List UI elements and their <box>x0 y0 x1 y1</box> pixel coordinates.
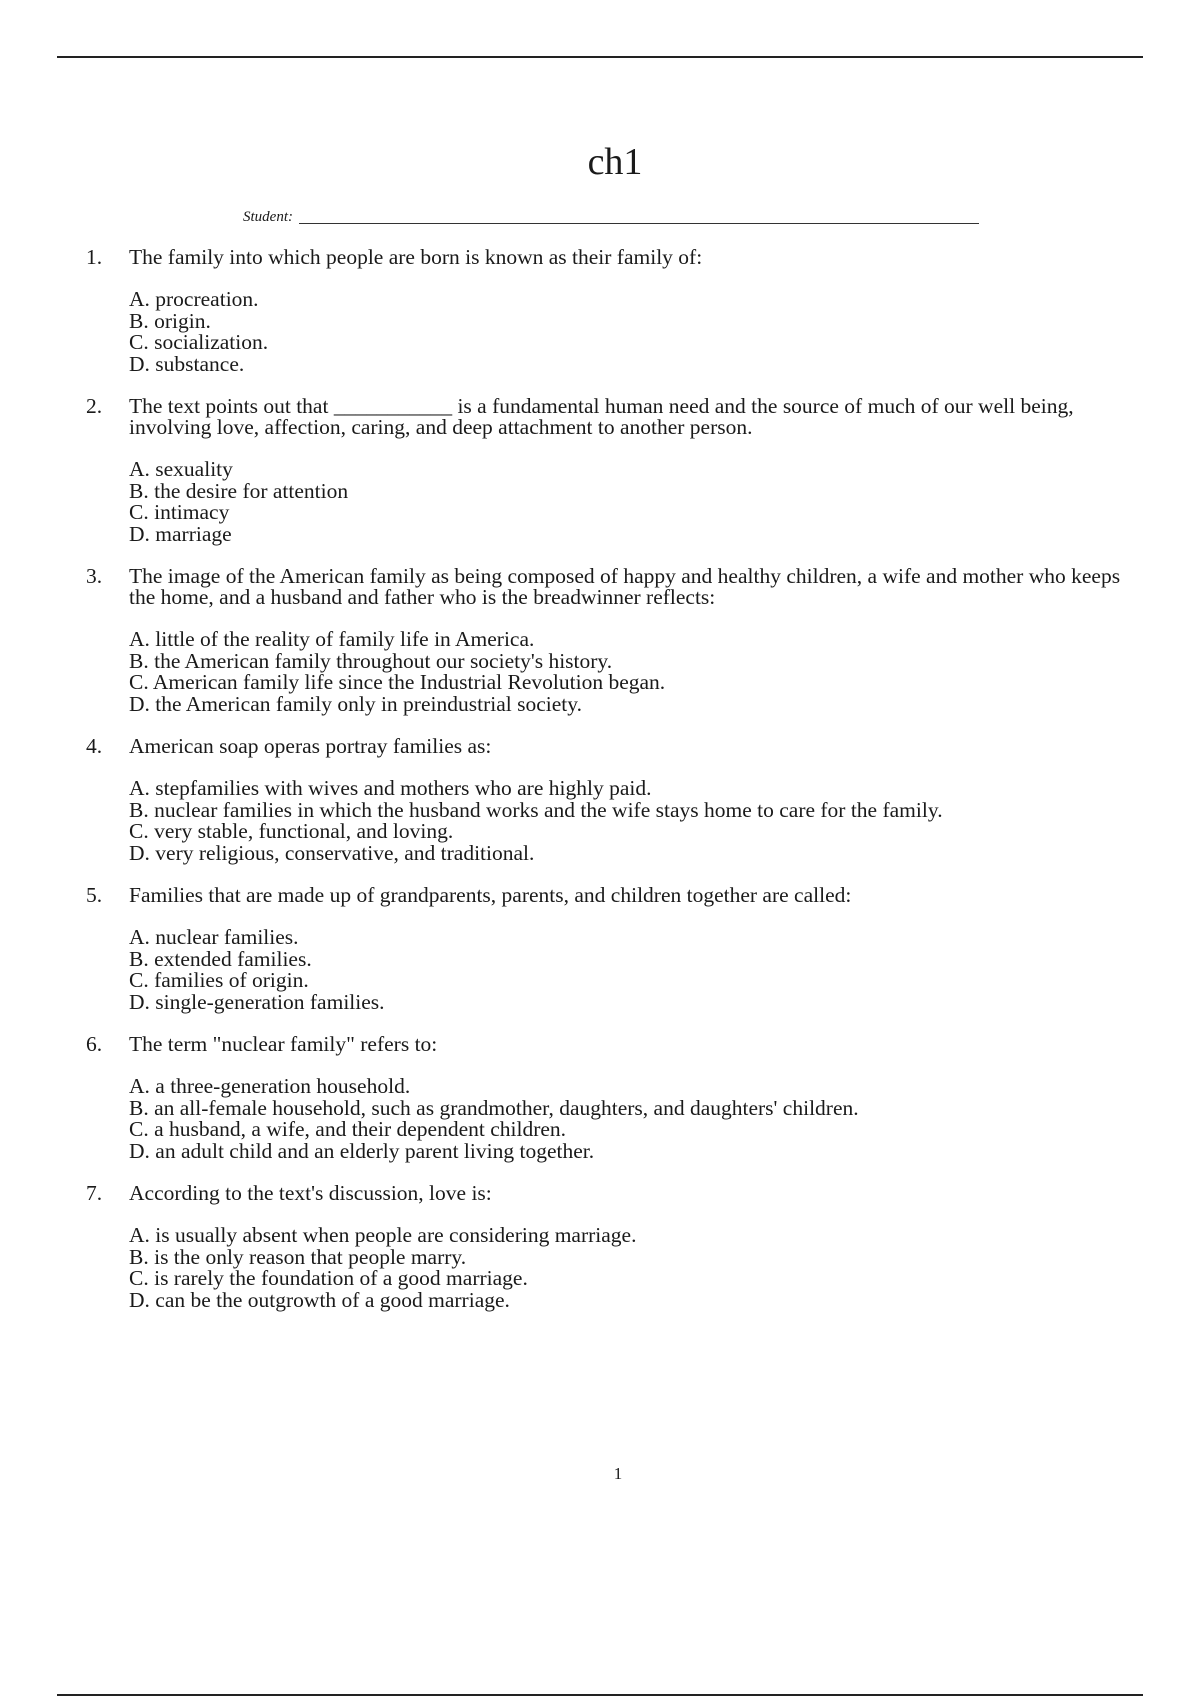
question-stem <box>86 885 1146 906</box>
option-b: B. origin. <box>129 308 211 333</box>
option-a: A. nuclear families. <box>129 925 299 949</box>
question-number: 1. <box>86 245 103 269</box>
option-c: C. intimacy <box>129 500 230 524</box>
option-c: C. families of origin. <box>129 968 309 992</box>
question-list <box>86 247 1146 1332</box>
question-number: 7. <box>86 1181 103 1205</box>
question-text: Families that are made up of grandparents, parents, and children together are called: <box>129 883 852 907</box>
option-c: C. American family life since the Industrial Revolution began. <box>129 670 666 694</box>
question-3 <box>86 566 1146 715</box>
question-number: 6. <box>86 1032 103 1056</box>
answer-options <box>129 927 1146 1013</box>
option-d: D. marriage <box>129 521 232 546</box>
question-number: 3. <box>86 564 103 588</box>
question-7 <box>86 1183 1146 1311</box>
option-b: B. is the only reason that people marry. <box>129 1244 467 1269</box>
question-stem <box>86 1034 1146 1055</box>
question-text: The term "nuclear family" refers to: <box>129 1032 438 1056</box>
option-b: B. nuclear families in which the husband works and the wife stays home to care for the family. <box>129 797 943 822</box>
page-number: 1 <box>613 1464 623 1483</box>
option-d: D. very religious, conservative, and traditional. <box>129 840 535 865</box>
option-d: D. can be the outgrowth of a good marriage. <box>129 1287 510 1312</box>
option-b: B. an all-female household, such as grandmother, daughters, and daughters' children. <box>129 1095 859 1120</box>
option-a: A. procreation. <box>129 287 259 311</box>
answer-options <box>129 629 1146 715</box>
student-field <box>243 208 979 226</box>
question-text: The family into which people are born is known as their family of: <box>129 245 703 269</box>
question-6 <box>86 1034 1146 1162</box>
option-d: D. the American family only in preindustrial society. <box>129 691 582 716</box>
question-number: 4. <box>86 734 103 758</box>
option-d: D. substance. <box>129 351 245 376</box>
question-text: According to the text's discussion, love is: <box>129 1181 492 1205</box>
option-a: A. a three-generation household. <box>129 1074 411 1098</box>
student-name-line <box>299 223 979 224</box>
top-rule <box>57 56 1143 58</box>
answer-options <box>129 778 1146 864</box>
question-text: The image of the American family as being composed of happy and healthy children, a wife and mother who keeps the home, and a husband and father who is the breadwinner reflects: <box>129 564 1121 609</box>
question-1 <box>86 247 1146 375</box>
question-5 <box>86 885 1146 1013</box>
question-text: American soap operas portray families as: <box>129 734 492 758</box>
option-b: B. extended families. <box>129 946 312 971</box>
question-stem <box>86 396 1146 438</box>
option-d: D. an adult child and an elderly parent living together. <box>129 1138 595 1163</box>
question-4 <box>86 736 1146 864</box>
question-stem <box>86 1183 1146 1204</box>
question-stem <box>86 736 1146 757</box>
question-stem <box>86 247 1146 268</box>
answer-options <box>129 289 1146 375</box>
question-stem <box>86 566 1146 608</box>
question-text: The text points out that ___________ is a fundamental human need and the source of much of our well being, involving love, affection, caring, and deep attachment to another person. <box>129 394 1074 439</box>
question-number: 2. <box>86 394 103 418</box>
bottom-rule <box>57 1694 1143 1696</box>
student-label: Student: <box>243 209 293 225</box>
option-a: A. little of the reality of family life in America. <box>129 627 535 651</box>
option-c: C. is rarely the foundation of a good marriage. <box>129 1266 528 1290</box>
answer-options <box>129 1225 1146 1311</box>
option-c: C. a husband, a wife, and their dependent children. <box>129 1117 567 1141</box>
option-d: D. single-generation families. <box>129 989 385 1014</box>
question-number: 5. <box>86 883 103 907</box>
question-2 <box>86 396 1146 545</box>
answer-options <box>129 1076 1146 1162</box>
option-a: A. stepfamilies with wives and mothers who are highly paid. <box>129 776 652 800</box>
option-b: B. the American family throughout our society's history. <box>129 648 613 673</box>
option-a: A. sexuality <box>129 457 233 481</box>
option-c: C. socialization. <box>129 330 269 354</box>
option-a: A. is usually absent when people are considering marriage. <box>129 1223 637 1247</box>
answer-options <box>129 459 1146 545</box>
option-c: C. very stable, functional, and loving. <box>129 819 454 843</box>
option-b: B. the desire for attention <box>129 478 349 503</box>
document-title: ch1 <box>587 141 643 183</box>
